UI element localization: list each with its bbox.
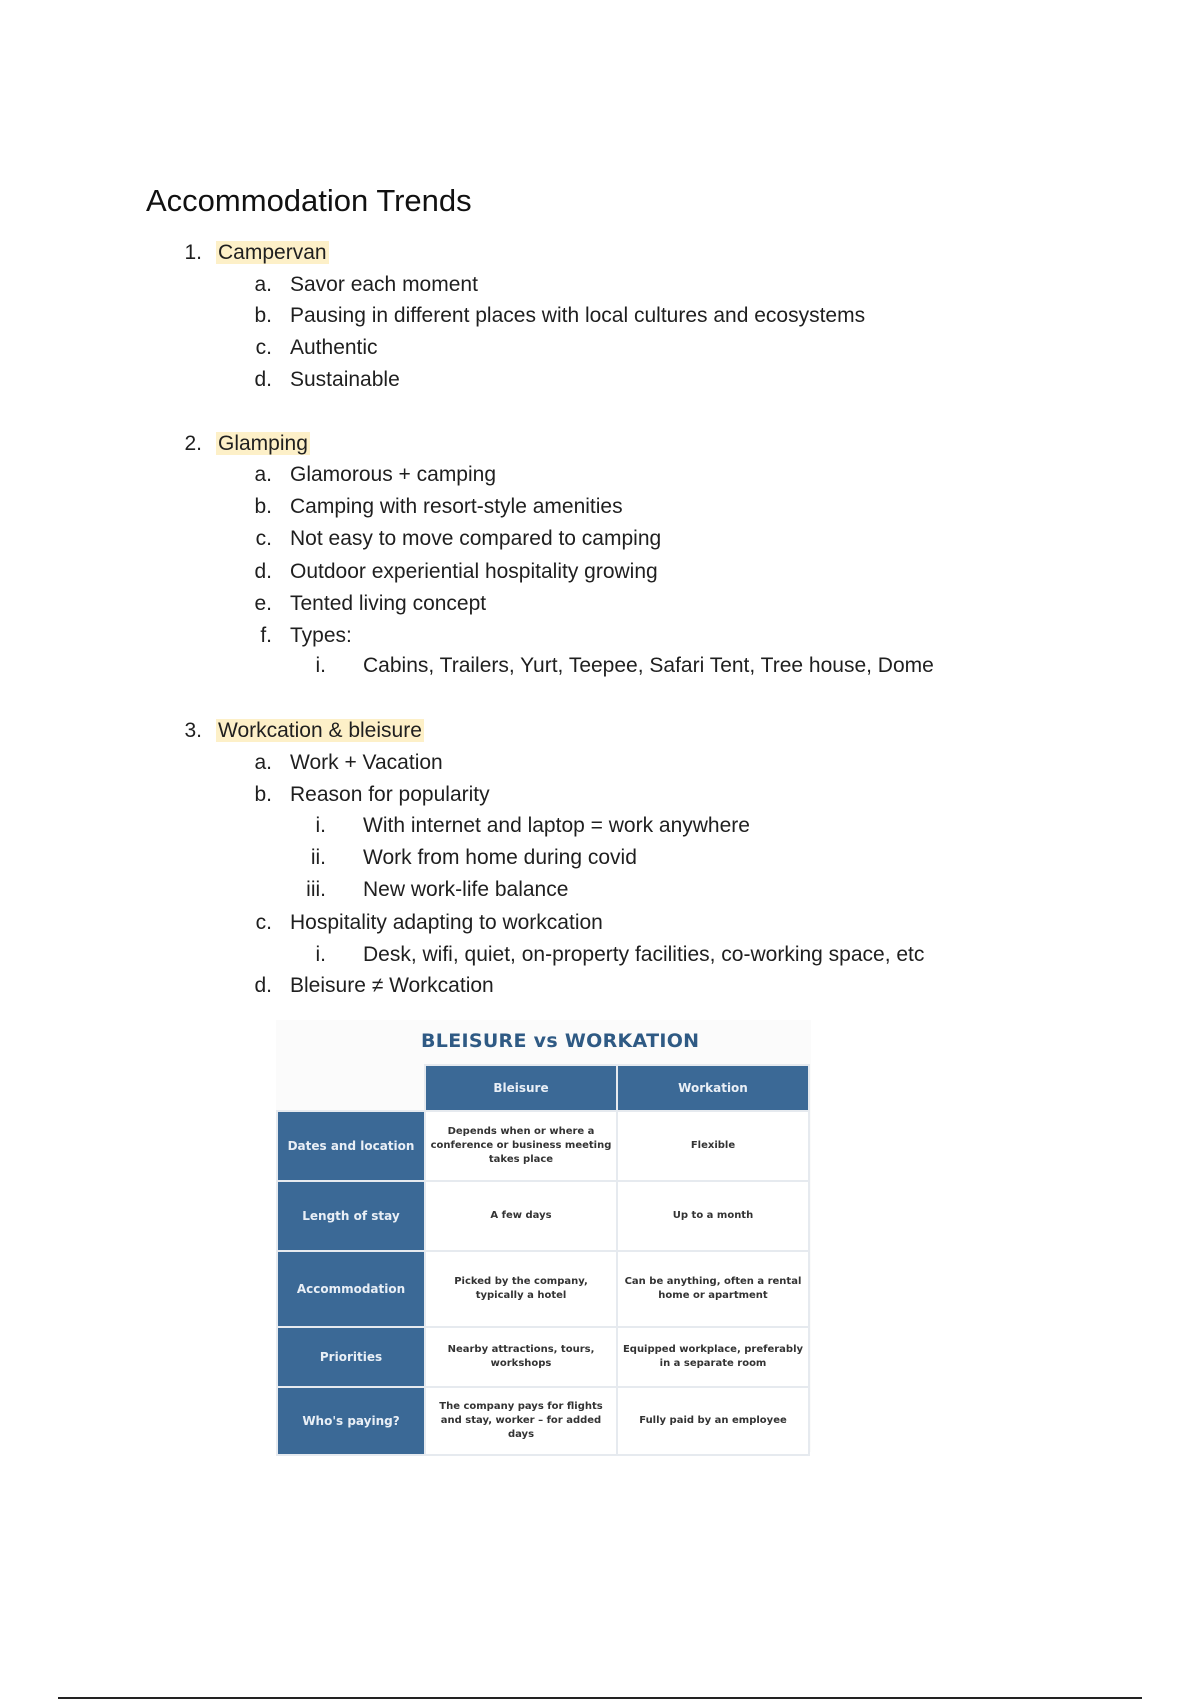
table-corner [277,1065,425,1111]
figure-title: BLEISURE vs WORKATION [421,1030,700,1052]
sub-sub-text: Work from home during covid [363,846,637,869]
sub-marker: e. [254,592,272,615]
sub-marker: d. [254,974,272,997]
sub-marker: c. [255,336,272,359]
sub-marker: c. [255,911,272,934]
sub-text: Glamorous + camping [290,463,497,486]
comparison-table [276,1064,810,1456]
sub-text: Outdoor experiential hospitality growing [290,560,658,583]
page-title: Accommodation Trends [146,183,472,218]
table-row [277,1111,809,1181]
sub-text: Savor each moment [290,273,478,296]
highlighted-heading: Glamping [218,432,308,455]
sub-text: Authentic [290,336,378,359]
list-number: 3. [184,719,202,742]
table-cell: Equipped workplace, preferably in a separate room [617,1327,809,1387]
sub-sub-marker: i. [315,654,326,677]
row-header: Length of stay [277,1181,425,1251]
sub-text: Sustainable [290,368,400,391]
table-cell: Nearby attractions, tours, workshops [425,1327,617,1387]
row-header: Accommodation [277,1251,425,1327]
table-cell: The company pays for flights and stay, worker – for added days [425,1387,617,1455]
table-cell: Flexible [617,1111,809,1181]
table-row [277,1251,809,1327]
sub-text: Pausing in different places with local cultures and ecosystems [290,304,866,327]
column-header: Workation [617,1065,809,1111]
list-number: 2. [184,432,202,455]
sub-text: Camping with resort-style amenities [290,495,623,518]
sub-marker: f. [260,624,272,647]
table-cell: Depends when or where a conference or business meeting takes place [425,1111,617,1181]
sub-marker: b. [254,783,272,806]
sub-text: Not easy to move compared to camping [290,527,662,550]
table-cell: A few days [425,1181,617,1251]
sub-sub-text: With internet and laptop = work anywhere [363,814,750,837]
table-row [277,1327,809,1387]
sub-marker: a. [254,751,272,774]
table-cell: Up to a month [617,1181,809,1251]
table-cell: Picked by the company, typically a hotel [425,1251,617,1327]
row-header: Dates and location [277,1111,425,1181]
sub-text: Reason for popularity [290,783,490,806]
table-cell: Can be anything, often a rental home or apartment [617,1251,809,1327]
sub-marker: a. [254,463,272,486]
sub-text: Hospitality adapting to workcation [290,911,603,934]
sub-text: Bleisure ≠ Workcation [290,974,494,997]
table-cell: Fully paid by an employee [617,1387,809,1455]
sub-sub-marker: ii. [310,846,326,869]
sub-sub-marker: i. [315,943,326,966]
highlighted-heading: Workcation & bleisure [218,719,422,742]
sub-sub-text: New work-life balance [363,878,569,901]
sub-marker: d. [254,560,272,583]
sub-sub-marker: iii. [306,878,326,901]
sub-sub-marker: i. [315,814,326,837]
table-row [277,1387,809,1455]
sub-marker: b. [254,495,272,518]
sub-text: Work + Vacation [290,751,443,774]
column-header: Bleisure [425,1065,617,1111]
sub-sub-text: Desk, wifi, quiet, on-property facilities, co-working space, etc [363,943,925,966]
bleisure-vs-workation-figure [276,1020,811,1452]
table-row [277,1181,809,1251]
sub-text: Types: [290,624,352,647]
sub-marker: b. [254,304,272,327]
highlighted-heading: Campervan [218,241,327,264]
sub-text: Tented living concept [290,592,487,615]
sub-marker: c. [255,527,272,550]
row-header: Who's paying? [277,1387,425,1455]
sub-marker: a. [254,273,272,296]
list-number: 1. [184,241,202,264]
sub-marker: d. [254,368,272,391]
row-header: Priorities [277,1327,425,1387]
page-bottom-rule [58,1697,1142,1699]
sub-sub-text: Cabins, Trailers, Yurt, Teepee, Safari Tent, Tree house, Dome [363,654,934,677]
